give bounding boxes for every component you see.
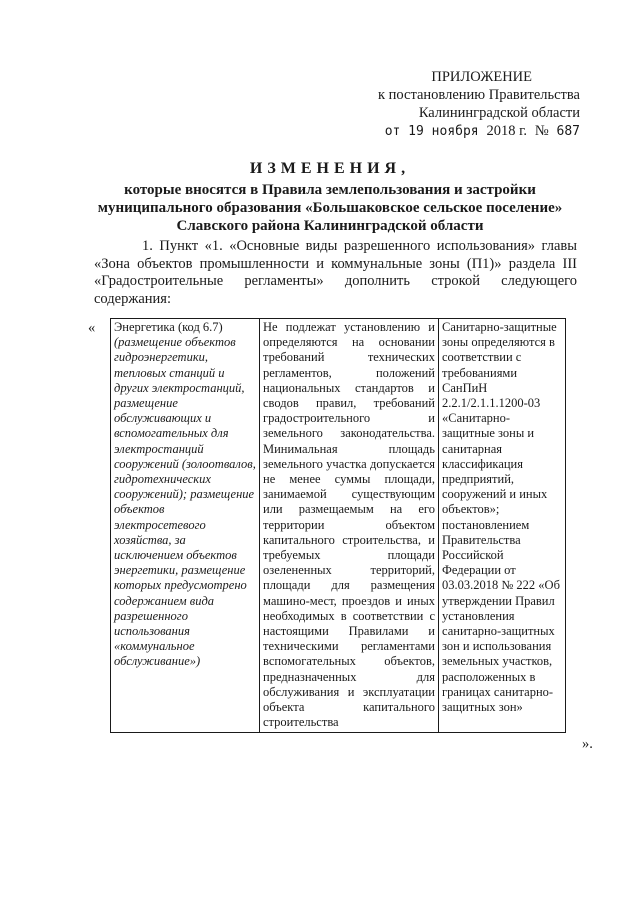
restrictions-cell: Санитарно-защитные зоны определяются в соответствии с требованиями СанПиН 2.2.1/2.1.1.1200-03 «Санитарно-защитные зоны и санитарная классификация предприятий, сооружений и иных объектов»; постановлением Правительства Российской Федерации от 03.03.2018 № 222 «Об утверждении Правил установления санитарно-защитных зон и использования земельных участков, расположенных в границах санитарно-защитных зон» xyxy=(439,319,566,733)
title-line-2: муниципального образования «Большаковское сельское поселение» xyxy=(97,200,563,216)
use-type-name: Энергетика (код 6.7) xyxy=(114,320,223,334)
document-title xyxy=(80,160,580,235)
resolution-number: 687 xyxy=(556,124,580,139)
resolution-date xyxy=(280,122,580,141)
use-type-cell xyxy=(111,319,260,733)
title-line-1: которые вносятся в Правила землепользования и застройки xyxy=(124,182,536,198)
date-year: 2018 г. xyxy=(486,123,528,139)
body-paragraph: 1. Пункт «1. «Основные виды разрешенного использования» главы «Зона объектов промышленности и коммунальные зоны (П1)» раздела III «Градостроительные регламенты» дополнить строкой следующего содержания: xyxy=(94,238,577,307)
header-line-2: Калининградской области xyxy=(418,105,580,121)
opening-quote: « xyxy=(88,320,96,336)
title-line-3: Славского района Калининградской области xyxy=(176,218,484,234)
table-row xyxy=(111,319,566,733)
title-heading: ИЗМЕНЕНИЯ, xyxy=(249,160,411,177)
appendix-label: ПРИЛОЖЕНИЕ xyxy=(431,69,532,85)
closing-quote: ». xyxy=(582,736,593,752)
header-line-1: к постановлению Правительства xyxy=(378,87,580,103)
number-sign: № xyxy=(534,123,549,139)
amendment-table xyxy=(110,318,566,733)
use-type-description: (размещение объектов гидроэнергетики, тепловых станций и других электростанций, размещение обслуживающих и вспомогательных для электростанций сооружений (золоотвалов, гидротехнических сооружений); размещение объектов электросетевого хозяйства, за исключением объектов энергетики, размещение которых предусмотрено содержанием вида разрешенного использования «коммунальное обслуживание») xyxy=(114,335,256,669)
document-header xyxy=(280,68,580,141)
date-prefix: от 19 ноября xyxy=(384,124,479,139)
parameters-cell: Не подлежат установлению и определяются на основании требований технических регламентов, положений национальных стандартов и сводов правил, требований градостроительного и земельного законодательства. Минимальная площадь земельного участка допускается не менее суммы площади, занимаемой существующим или размещаемым на его территории объектом капитального строительства, и требуемых площади озелененных территорий, площади для размещения машино-мест, проездов и иных необходимых в соответствии с настоящими Правилами и техническими регламентами вспомогательных объектов, предназначенных для обслуживания и эксплуатации объекта капитального строительства xyxy=(260,319,439,733)
